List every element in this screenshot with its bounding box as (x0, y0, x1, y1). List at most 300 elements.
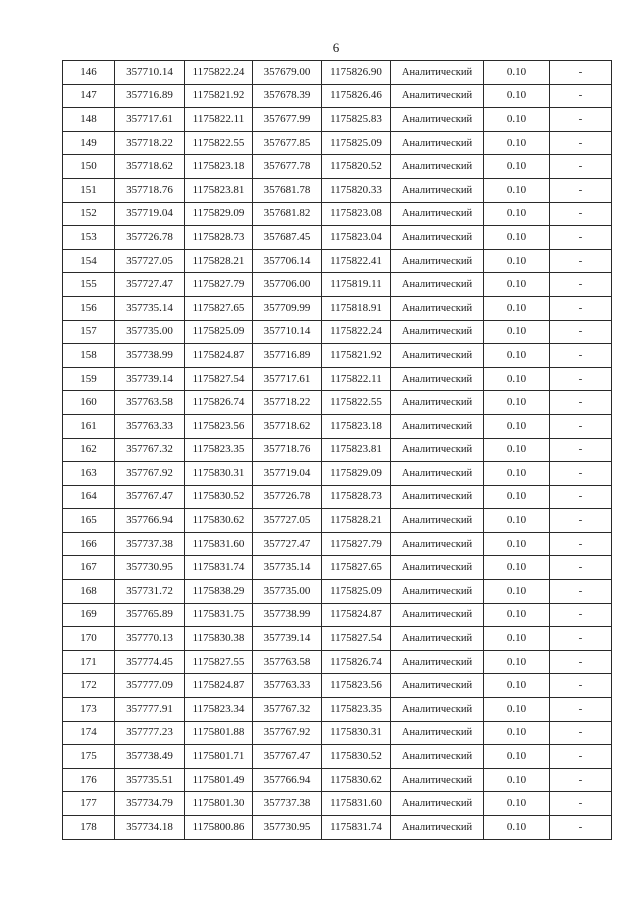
x-coordinate-cell: 357717.61 (115, 108, 185, 132)
accuracy-cell: 0.10 (484, 344, 550, 368)
x-coordinate-adjacent-cell: 357706.14 (253, 249, 322, 273)
y-coordinate-cell: 1175830.52 (185, 485, 253, 509)
note-cell: - (550, 108, 612, 132)
y-coordinate-cell: 1175800.86 (185, 816, 253, 840)
y-coordinate-adjacent-cell: 1175819.11 (322, 273, 391, 297)
method-cell: Аналитический (391, 768, 484, 792)
accuracy-cell: 0.10 (484, 61, 550, 85)
method-cell: Аналитический (391, 414, 484, 438)
note-cell: - (550, 320, 612, 344)
x-coordinate-cell: 357718.76 (115, 178, 185, 202)
method-cell: Аналитический (391, 155, 484, 179)
accuracy-cell: 0.10 (484, 698, 550, 722)
y-coordinate-adjacent-cell: 1175823.18 (322, 414, 391, 438)
note-cell: - (550, 155, 612, 179)
point-number-cell: 171 (63, 650, 115, 674)
y-coordinate-adjacent-cell: 1175820.33 (322, 178, 391, 202)
method-cell: Аналитический (391, 532, 484, 556)
accuracy-cell: 0.10 (484, 391, 550, 415)
page-number: 6 (332, 40, 340, 55)
y-coordinate-adjacent-cell: 1175818.91 (322, 296, 391, 320)
y-coordinate-adjacent-cell: 1175823.04 (322, 226, 391, 250)
x-coordinate-adjacent-cell: 357706.00 (253, 273, 322, 297)
table-body (63, 61, 612, 840)
x-coordinate-cell: 357777.09 (115, 674, 185, 698)
y-coordinate-cell: 1175824.87 (185, 674, 253, 698)
point-number-cell: 160 (63, 391, 115, 415)
accuracy-cell: 0.10 (484, 816, 550, 840)
point-number-cell: 147 (63, 84, 115, 108)
x-coordinate-cell: 357770.13 (115, 627, 185, 651)
point-number-cell: 172 (63, 674, 115, 698)
table-row (63, 414, 612, 438)
y-coordinate-adjacent-cell: 1175826.46 (322, 84, 391, 108)
note-cell: - (550, 532, 612, 556)
accuracy-cell: 0.10 (484, 108, 550, 132)
x-coordinate-cell: 357718.62 (115, 155, 185, 179)
accuracy-cell: 0.10 (484, 202, 550, 226)
y-coordinate-cell: 1175827.79 (185, 273, 253, 297)
accuracy-cell: 0.10 (484, 674, 550, 698)
point-number-cell: 154 (63, 249, 115, 273)
table-row (63, 768, 612, 792)
table-row (63, 556, 612, 580)
accuracy-cell: 0.10 (484, 84, 550, 108)
y-coordinate-cell: 1175829.09 (185, 202, 253, 226)
point-number-cell: 155 (63, 273, 115, 297)
point-number-cell: 152 (63, 202, 115, 226)
table-row (63, 131, 612, 155)
table-row (63, 202, 612, 226)
y-coordinate-cell: 1175831.75 (185, 603, 253, 627)
note-cell: - (550, 84, 612, 108)
method-cell: Аналитический (391, 178, 484, 202)
x-coordinate-adjacent-cell: 357677.85 (253, 131, 322, 155)
table-row (63, 627, 612, 651)
point-number-cell: 168 (63, 580, 115, 604)
y-coordinate-adjacent-cell: 1175822.24 (322, 320, 391, 344)
point-number-cell: 169 (63, 603, 115, 627)
table-row (63, 296, 612, 320)
method-cell: Аналитический (391, 509, 484, 533)
x-coordinate-cell: 357737.38 (115, 532, 185, 556)
accuracy-cell: 0.10 (484, 226, 550, 250)
table-row (63, 108, 612, 132)
y-coordinate-cell: 1175823.34 (185, 698, 253, 722)
point-number-cell: 174 (63, 721, 115, 745)
y-coordinate-cell: 1175831.60 (185, 532, 253, 556)
x-coordinate-adjacent-cell: 357739.14 (253, 627, 322, 651)
y-coordinate-adjacent-cell: 1175823.08 (322, 202, 391, 226)
x-coordinate-adjacent-cell: 357763.58 (253, 650, 322, 674)
method-cell: Аналитический (391, 698, 484, 722)
point-number-cell: 157 (63, 320, 115, 344)
table-row (63, 816, 612, 840)
table-row (63, 485, 612, 509)
x-coordinate-adjacent-cell: 357679.00 (253, 61, 322, 85)
y-coordinate-cell: 1175838.29 (185, 580, 253, 604)
point-number-cell: 170 (63, 627, 115, 651)
x-coordinate-cell: 357763.33 (115, 414, 185, 438)
table-row (63, 226, 612, 250)
note-cell: - (550, 131, 612, 155)
x-coordinate-adjacent-cell: 357730.95 (253, 816, 322, 840)
note-cell: - (550, 792, 612, 816)
x-coordinate-cell: 357767.47 (115, 485, 185, 509)
x-coordinate-cell: 357765.89 (115, 603, 185, 627)
y-coordinate-cell: 1175801.88 (185, 721, 253, 745)
note-cell: - (550, 745, 612, 769)
accuracy-cell: 0.10 (484, 580, 550, 604)
table-row (63, 344, 612, 368)
method-cell: Аналитический (391, 816, 484, 840)
accuracy-cell: 0.10 (484, 792, 550, 816)
point-number-cell: 173 (63, 698, 115, 722)
y-coordinate-cell: 1175827.65 (185, 296, 253, 320)
table-row (63, 438, 612, 462)
x-coordinate-cell: 357735.00 (115, 320, 185, 344)
method-cell: Аналитический (391, 556, 484, 580)
accuracy-cell: 0.10 (484, 414, 550, 438)
x-coordinate-cell: 357738.49 (115, 745, 185, 769)
accuracy-cell: 0.10 (484, 485, 550, 509)
method-cell: Аналитический (391, 603, 484, 627)
method-cell: Аналитический (391, 108, 484, 132)
table-row (63, 698, 612, 722)
method-cell: Аналитический (391, 273, 484, 297)
method-cell: Аналитический (391, 84, 484, 108)
x-coordinate-adjacent-cell: 357767.32 (253, 698, 322, 722)
point-number-cell: 177 (63, 792, 115, 816)
point-number-cell: 153 (63, 226, 115, 250)
x-coordinate-cell: 357735.14 (115, 296, 185, 320)
note-cell: - (550, 273, 612, 297)
x-coordinate-adjacent-cell: 357718.62 (253, 414, 322, 438)
point-number-cell: 175 (63, 745, 115, 769)
y-coordinate-cell: 1175822.55 (185, 131, 253, 155)
method-cell: Аналитический (391, 721, 484, 745)
x-coordinate-adjacent-cell: 357681.82 (253, 202, 322, 226)
accuracy-cell: 0.10 (484, 509, 550, 533)
y-coordinate-cell: 1175823.18 (185, 155, 253, 179)
y-coordinate-adjacent-cell: 1175830.52 (322, 745, 391, 769)
point-number-cell: 150 (63, 155, 115, 179)
y-coordinate-adjacent-cell: 1175828.21 (322, 509, 391, 533)
y-coordinate-cell: 1175821.92 (185, 84, 253, 108)
table-row (63, 745, 612, 769)
y-coordinate-adjacent-cell: 1175830.31 (322, 721, 391, 745)
y-coordinate-cell: 1175822.11 (185, 108, 253, 132)
x-coordinate-cell: 357738.99 (115, 344, 185, 368)
x-coordinate-cell: 357739.14 (115, 367, 185, 391)
note-cell: - (550, 296, 612, 320)
method-cell: Аналитический (391, 367, 484, 391)
y-coordinate-adjacent-cell: 1175825.09 (322, 131, 391, 155)
x-coordinate-adjacent-cell: 357763.33 (253, 674, 322, 698)
point-number-cell: 164 (63, 485, 115, 509)
x-coordinate-cell: 357730.95 (115, 556, 185, 580)
coordinates-table (62, 60, 612, 840)
y-coordinate-adjacent-cell: 1175827.54 (322, 627, 391, 651)
note-cell: - (550, 391, 612, 415)
x-coordinate-adjacent-cell: 357718.22 (253, 391, 322, 415)
accuracy-cell: 0.10 (484, 367, 550, 391)
table-row (63, 792, 612, 816)
note-cell: - (550, 674, 612, 698)
table-row (63, 155, 612, 179)
x-coordinate-adjacent-cell: 357738.99 (253, 603, 322, 627)
table-row (63, 462, 612, 486)
method-cell: Аналитический (391, 462, 484, 486)
y-coordinate-adjacent-cell: 1175821.92 (322, 344, 391, 368)
method-cell: Аналитический (391, 674, 484, 698)
method-cell: Аналитический (391, 792, 484, 816)
method-cell: Аналитический (391, 296, 484, 320)
point-number-cell: 166 (63, 532, 115, 556)
x-coordinate-cell: 357727.47 (115, 273, 185, 297)
table-row (63, 178, 612, 202)
method-cell: Аналитический (391, 202, 484, 226)
x-coordinate-adjacent-cell: 357767.92 (253, 721, 322, 745)
table-row (63, 367, 612, 391)
x-coordinate-cell: 357731.72 (115, 580, 185, 604)
x-coordinate-adjacent-cell: 357709.99 (253, 296, 322, 320)
y-coordinate-adjacent-cell: 1175825.83 (322, 108, 391, 132)
x-coordinate-cell: 357726.78 (115, 226, 185, 250)
accuracy-cell: 0.10 (484, 249, 550, 273)
y-coordinate-adjacent-cell: 1175823.81 (322, 438, 391, 462)
point-number-cell: 159 (63, 367, 115, 391)
x-coordinate-adjacent-cell: 357737.38 (253, 792, 322, 816)
y-coordinate-cell: 1175825.09 (185, 320, 253, 344)
y-coordinate-adjacent-cell: 1175822.41 (322, 249, 391, 273)
method-cell: Аналитический (391, 226, 484, 250)
table-row (63, 721, 612, 745)
x-coordinate-adjacent-cell: 357677.99 (253, 108, 322, 132)
method-cell: Аналитический (391, 438, 484, 462)
x-coordinate-cell: 357734.79 (115, 792, 185, 816)
accuracy-cell: 0.10 (484, 155, 550, 179)
note-cell: - (550, 698, 612, 722)
y-coordinate-cell: 1175827.54 (185, 367, 253, 391)
x-coordinate-adjacent-cell: 357677.78 (253, 155, 322, 179)
x-coordinate-adjacent-cell: 357681.78 (253, 178, 322, 202)
accuracy-cell: 0.10 (484, 603, 550, 627)
point-number-cell: 151 (63, 178, 115, 202)
method-cell: Аналитический (391, 320, 484, 344)
table-row (63, 532, 612, 556)
x-coordinate-cell: 357774.45 (115, 650, 185, 674)
table-row (63, 273, 612, 297)
point-number-cell: 146 (63, 61, 115, 85)
note-cell: - (550, 509, 612, 533)
method-cell: Аналитический (391, 485, 484, 509)
point-number-cell: 178 (63, 816, 115, 840)
point-number-cell: 158 (63, 344, 115, 368)
accuracy-cell: 0.10 (484, 532, 550, 556)
table-row (63, 509, 612, 533)
x-coordinate-adjacent-cell: 357726.78 (253, 485, 322, 509)
accuracy-cell: 0.10 (484, 462, 550, 486)
y-coordinate-adjacent-cell: 1175826.90 (322, 61, 391, 85)
note-cell: - (550, 556, 612, 580)
x-coordinate-cell: 357710.14 (115, 61, 185, 85)
note-cell: - (550, 627, 612, 651)
y-coordinate-adjacent-cell: 1175822.11 (322, 367, 391, 391)
y-coordinate-cell: 1175801.49 (185, 768, 253, 792)
note-cell: - (550, 768, 612, 792)
method-cell: Аналитический (391, 344, 484, 368)
y-coordinate-adjacent-cell: 1175826.74 (322, 650, 391, 674)
point-number-cell: 176 (63, 768, 115, 792)
y-coordinate-cell: 1175831.74 (185, 556, 253, 580)
x-coordinate-adjacent-cell: 357727.47 (253, 532, 322, 556)
y-coordinate-adjacent-cell: 1175830.62 (322, 768, 391, 792)
table-row (63, 391, 612, 415)
x-coordinate-adjacent-cell: 357717.61 (253, 367, 322, 391)
x-coordinate-cell: 357766.94 (115, 509, 185, 533)
x-coordinate-cell: 357767.32 (115, 438, 185, 462)
method-cell: Аналитический (391, 249, 484, 273)
note-cell: - (550, 414, 612, 438)
table-row (63, 84, 612, 108)
y-coordinate-adjacent-cell: 1175828.73 (322, 485, 391, 509)
y-coordinate-cell: 1175830.38 (185, 627, 253, 651)
note-cell: - (550, 61, 612, 85)
y-coordinate-adjacent-cell: 1175824.87 (322, 603, 391, 627)
table-row (63, 674, 612, 698)
y-coordinate-adjacent-cell: 1175820.52 (322, 155, 391, 179)
point-number-cell: 163 (63, 462, 115, 486)
x-coordinate-cell: 357718.22 (115, 131, 185, 155)
point-number-cell: 167 (63, 556, 115, 580)
y-coordinate-cell: 1175828.21 (185, 249, 253, 273)
y-coordinate-cell: 1175830.62 (185, 509, 253, 533)
method-cell: Аналитический (391, 61, 484, 85)
note-cell: - (550, 438, 612, 462)
accuracy-cell: 0.10 (484, 131, 550, 155)
accuracy-cell: 0.10 (484, 721, 550, 745)
accuracy-cell: 0.10 (484, 650, 550, 674)
accuracy-cell: 0.10 (484, 178, 550, 202)
table-row (63, 580, 612, 604)
y-coordinate-adjacent-cell: 1175831.74 (322, 816, 391, 840)
accuracy-cell: 0.10 (484, 320, 550, 344)
x-coordinate-cell: 357777.23 (115, 721, 185, 745)
accuracy-cell: 0.10 (484, 438, 550, 462)
accuracy-cell: 0.10 (484, 556, 550, 580)
y-coordinate-cell: 1175830.31 (185, 462, 253, 486)
note-cell: - (550, 178, 612, 202)
point-number-cell: 148 (63, 108, 115, 132)
method-cell: Аналитический (391, 131, 484, 155)
accuracy-cell: 0.10 (484, 745, 550, 769)
note-cell: - (550, 485, 612, 509)
note-cell: - (550, 816, 612, 840)
x-coordinate-adjacent-cell: 357718.76 (253, 438, 322, 462)
point-number-cell: 165 (63, 509, 115, 533)
y-coordinate-adjacent-cell: 1175827.79 (322, 532, 391, 556)
x-coordinate-adjacent-cell: 357766.94 (253, 768, 322, 792)
point-number-cell: 149 (63, 131, 115, 155)
x-coordinate-adjacent-cell: 357727.05 (253, 509, 322, 533)
y-coordinate-adjacent-cell: 1175823.56 (322, 674, 391, 698)
x-coordinate-adjacent-cell: 357716.89 (253, 344, 322, 368)
y-coordinate-adjacent-cell: 1175829.09 (322, 462, 391, 486)
table-row (63, 61, 612, 85)
accuracy-cell: 0.10 (484, 273, 550, 297)
x-coordinate-adjacent-cell: 357687.45 (253, 226, 322, 250)
note-cell: - (550, 202, 612, 226)
note-cell: - (550, 603, 612, 627)
x-coordinate-cell: 357763.58 (115, 391, 185, 415)
y-coordinate-cell: 1175826.74 (185, 391, 253, 415)
note-cell: - (550, 344, 612, 368)
note-cell: - (550, 650, 612, 674)
accuracy-cell: 0.10 (484, 627, 550, 651)
note-cell: - (550, 226, 612, 250)
x-coordinate-adjacent-cell: 357719.04 (253, 462, 322, 486)
y-coordinate-adjacent-cell: 1175823.35 (322, 698, 391, 722)
table-row (63, 320, 612, 344)
note-cell: - (550, 721, 612, 745)
y-coordinate-adjacent-cell: 1175827.65 (322, 556, 391, 580)
table-row (63, 249, 612, 273)
note-cell: - (550, 462, 612, 486)
accuracy-cell: 0.10 (484, 296, 550, 320)
note-cell: - (550, 367, 612, 391)
method-cell: Аналитический (391, 391, 484, 415)
point-number-cell: 162 (63, 438, 115, 462)
accuracy-cell: 0.10 (484, 768, 550, 792)
x-coordinate-adjacent-cell: 357710.14 (253, 320, 322, 344)
note-cell: - (550, 249, 612, 273)
y-coordinate-cell: 1175822.24 (185, 61, 253, 85)
y-coordinate-adjacent-cell: 1175831.60 (322, 792, 391, 816)
y-coordinate-cell: 1175801.30 (185, 792, 253, 816)
y-coordinate-cell: 1175823.81 (185, 178, 253, 202)
y-coordinate-cell: 1175823.35 (185, 438, 253, 462)
x-coordinate-adjacent-cell: 357767.47 (253, 745, 322, 769)
point-number-cell: 161 (63, 414, 115, 438)
y-coordinate-adjacent-cell: 1175822.55 (322, 391, 391, 415)
y-coordinate-adjacent-cell: 1175825.09 (322, 580, 391, 604)
y-coordinate-cell: 1175823.56 (185, 414, 253, 438)
table-row (63, 650, 612, 674)
method-cell: Аналитический (391, 650, 484, 674)
method-cell: Аналитический (391, 580, 484, 604)
x-coordinate-cell: 357719.04 (115, 202, 185, 226)
y-coordinate-cell: 1175801.71 (185, 745, 253, 769)
x-coordinate-cell: 357735.51 (115, 768, 185, 792)
x-coordinate-cell: 357777.91 (115, 698, 185, 722)
method-cell: Аналитический (391, 627, 484, 651)
x-coordinate-cell: 357734.18 (115, 816, 185, 840)
y-coordinate-cell: 1175827.55 (185, 650, 253, 674)
table-row (63, 603, 612, 627)
x-coordinate-cell: 357767.92 (115, 462, 185, 486)
x-coordinate-adjacent-cell: 357735.00 (253, 580, 322, 604)
x-coordinate-adjacent-cell: 357735.14 (253, 556, 322, 580)
x-coordinate-cell: 357727.05 (115, 249, 185, 273)
x-coordinate-adjacent-cell: 357678.39 (253, 84, 322, 108)
x-coordinate-cell: 357716.89 (115, 84, 185, 108)
note-cell: - (550, 580, 612, 604)
method-cell: Аналитический (391, 745, 484, 769)
y-coordinate-cell: 1175824.87 (185, 344, 253, 368)
point-number-cell: 156 (63, 296, 115, 320)
y-coordinate-cell: 1175828.73 (185, 226, 253, 250)
